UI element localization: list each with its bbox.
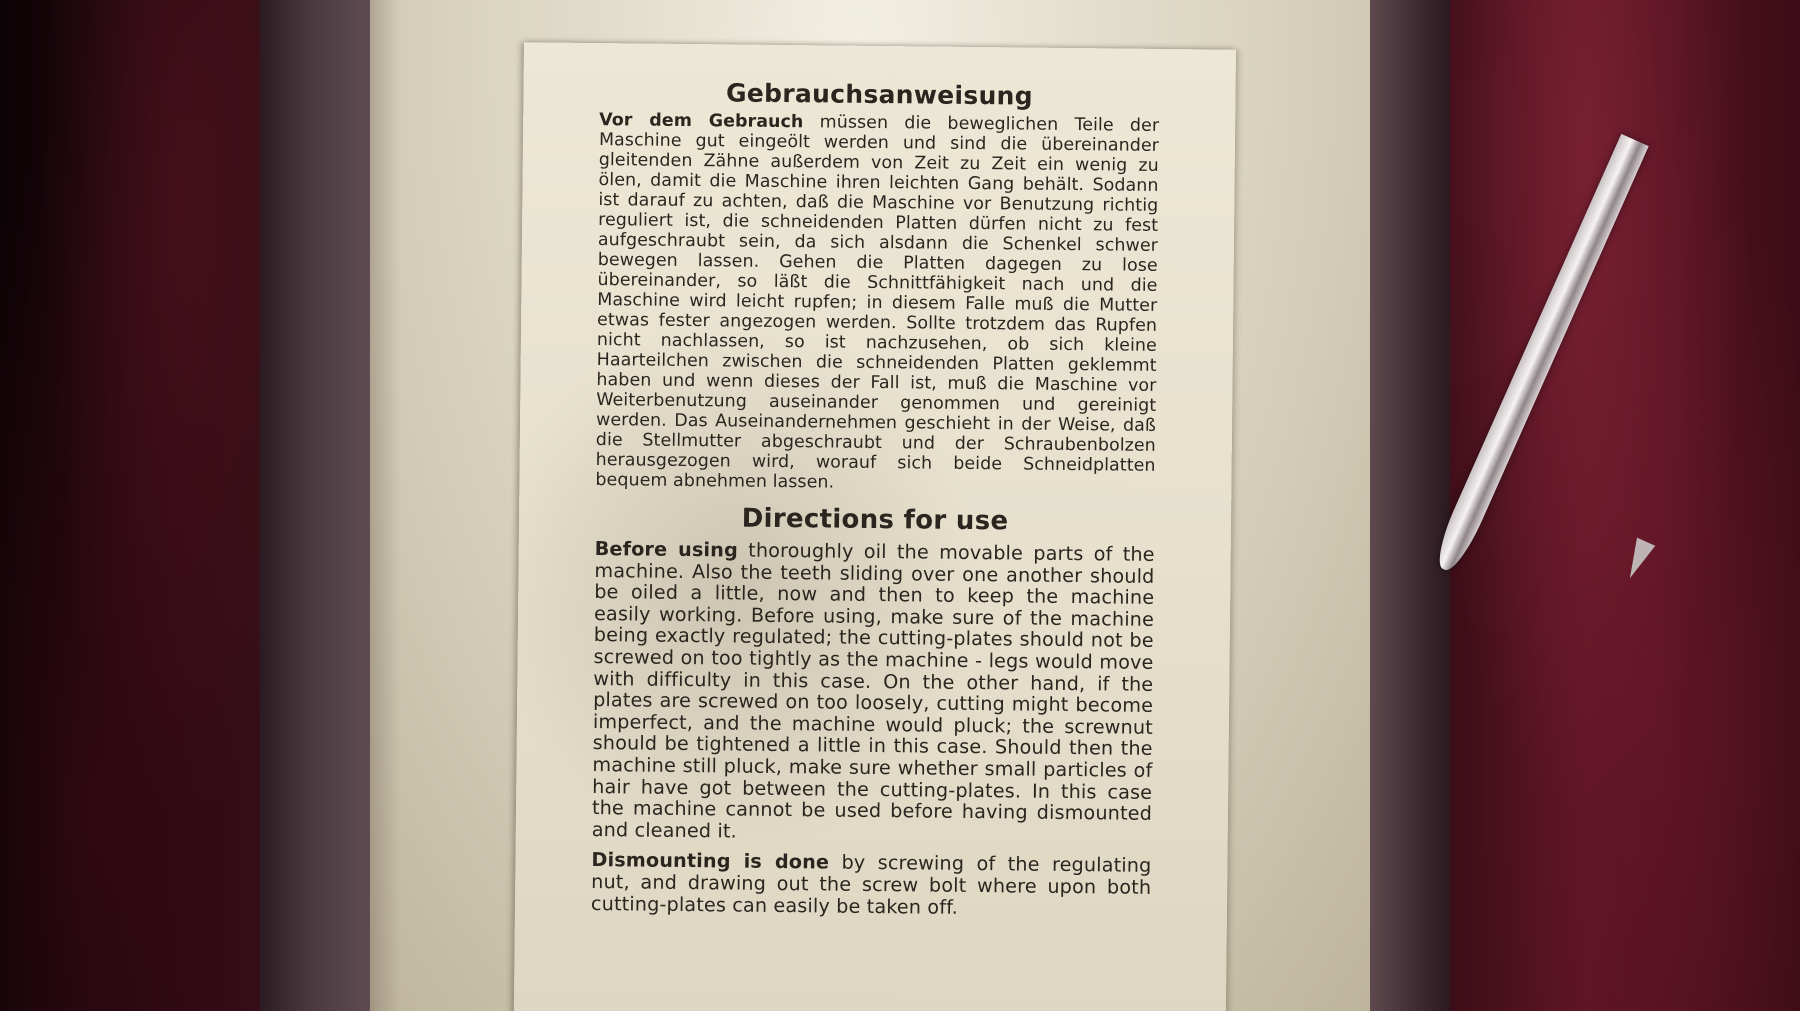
leaflet-text	[591, 77, 1160, 920]
english-lead: Before using	[594, 537, 739, 562]
box-wall-left	[260, 0, 370, 1011]
english-body-2: by screwing of the regulating nut, and drawing out the screw bolt where upon both cutting-plates can easily be taken off.	[590, 850, 1152, 919]
german-body: müssen die beweglichen Teile der Maschine gut eingeölt werden und sind die übereinander gleitenden Zähne außerdem von Zeit zu Zeit ein wenig zu ölen, damit die Maschine ihren leichten Gang behält. Sodann ist darauf zu achten, daß die Maschine vor Benutzung richtig reguliert ist, die schneidenden Platten dürfen nicht zu fest aufgeschraubt sein, da sich alsdann die Schenkel schwer bewegen lassen. Gehen die Platten dagegen zu lose übereinander, so läßt die Schnittfähigkeit nach und die Maschine wird leicht rupfen; in diesem Falle muß die Mutter etwas fester angezogen werden. Sollte trotzdem das Rupfen nicht nachlassen, so ist nachzusehen, ob sich kleine Haarteilchen zwischen die schneidenden Platten geklemmt haben und wenn dieses der Fall ist, muß die Maschine vor Weiterbenutzung auseinander genommen und gereinigt werden. Das Auseinandernehmen geschieht in der Weise, daß die Stellmutter abgeschraubt und der Schraubenbolzen herausgezogen wird, worauf sich beide Schneidplatten bequem abnehmen lassen.	[595, 112, 1160, 493]
english-heading: Directions for use	[741, 503, 1009, 537]
instruction-leaflet	[514, 42, 1236, 1011]
german-paragraph	[595, 110, 1159, 496]
box-wall-right	[1370, 0, 1450, 1011]
english-lead-2: Dismounting is done	[591, 848, 830, 874]
velvet-lining-left	[0, 0, 300, 1011]
german-heading: Gebrauchsanweisung	[725, 78, 1034, 111]
english-paragraph-2	[591, 849, 1152, 920]
english-body: thoroughly oil the movable parts of the machine. Also the teeth sliding over one another should be oiled a little, now and then to keep the machine easily working. Before using, make sure of the machine being exactly regulated; the cutting-plates should not be screwed on too tightly as the machine - legs would move with difficulty in this case. On the other hand, if the plates are screwed on too loosely, cutting might become imperfect, and the machine would pluck; the screwnut should be tightened a little in this case. Should then the machine still pluck, make sure whether small particles of hair have got between the cutting-plates. In this case the machine cannot be used before having dismounted and cleaned it.	[591, 538, 1155, 843]
english-paragraph-1	[592, 538, 1155, 846]
german-lead: Vor dem Gebrauch	[599, 110, 804, 133]
